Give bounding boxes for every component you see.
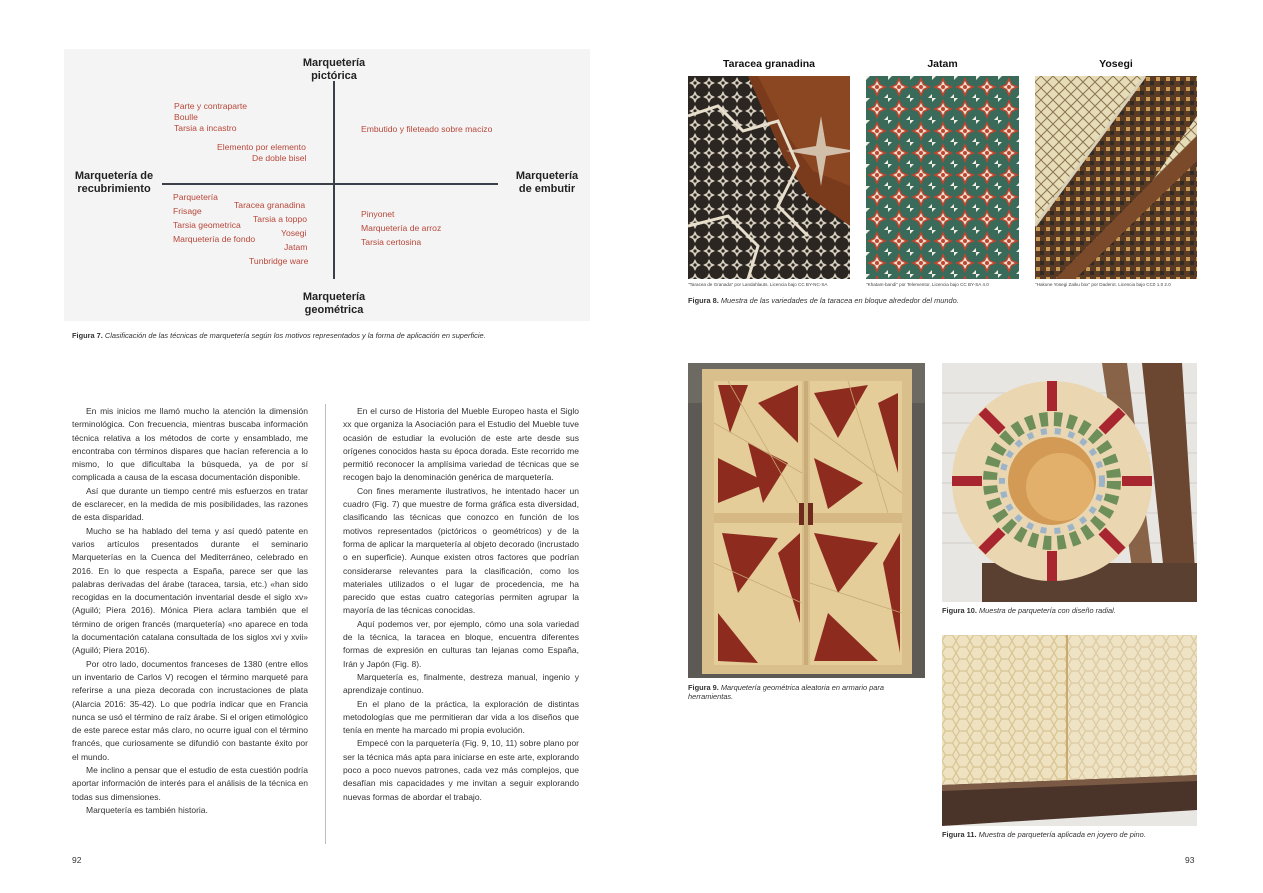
technique-label: Boulle xyxy=(174,112,198,122)
paragraph: Aquí podemos ver, por ejemplo, cómo una sola variedad de la técnica, la taracea en bloque, encuentra diferentes formas de expresión en culturas tan lejanas como España, Irán y Japón (Fig. 8). xyxy=(343,618,579,669)
figure-8-title-yosegi: Yosegi xyxy=(1099,58,1133,70)
figure-8-title-taracea: Taracea granadina xyxy=(722,58,815,70)
technique-label: De doble bisel xyxy=(252,153,307,163)
figure-8-credit: "Taracea de Granada" por Landahlauts. Licencia bajo CC BY-NC-SA xyxy=(688,282,828,287)
technique-label: Yosegi xyxy=(281,228,307,238)
paragraph: Marquetería es, finalmente, destreza manual, ingenio y aprendizaje continuo. xyxy=(343,671,579,696)
paragraph: Por otro lado, documentos franceses de 1380 (entre ellos un inventario de Carlos V) recogen el término marqueté para referirse a una pieza decorada con incrustaciones de plata (Alarcia 2016: 35-42). Lo que podría indicar que en Francia nunca se usó el término de raíz árabe. Si el origen etimológico de este parece estar más claro, no ocurre igual con el término francés, que curiosamente se difundió con bastante éxito por el mundo. xyxy=(72,658,308,762)
technique-label: Taracea granadina xyxy=(234,200,306,210)
page-number-left: 92 xyxy=(72,855,82,865)
paragraph: En mis inicios me llamó mucho la atención la dimensión terminológica. Con frecuencia, mientras buscaba información técnica relativa a los métodos de corte y ensamblado, me encontraba con términos dispares que hacían referencia a lo mismo, lo que dificultaba la búsqueda, ya de por sí complicada a causa de la escasa documentación disponible. xyxy=(72,406,308,483)
paragraph: En el plano de la práctica, la exploración de distintas metodologías que me permitieran dar vida a los diseños que tenía en mente ha marcado mi propia evolución. xyxy=(343,698,579,736)
paragraph: Empecé con la parquetería (Fig. 9, 10, 11) sobre plano por ser la técnica más apta para iniciarse en este arte, explorando poco a poco nuevos patrones, cada vez más complejos, que desafían mis capacidades y me invitan a seguir explorando nuevas formas de abordar el trabajo. xyxy=(343,738,579,802)
pole-recubrimiento: Marquetería de recubrimiento xyxy=(74,170,154,195)
figure-8-caption: Figura 8. Muestra de las variedades de la taracea en bloque alrededor del mundo. xyxy=(688,296,959,305)
taracea-granadina-photo xyxy=(688,76,850,279)
technique-label: Marquetería de arroz xyxy=(361,223,442,233)
column-divider xyxy=(325,404,326,844)
pole-pictorica: Marquetería pictórica xyxy=(302,57,366,82)
technique-label: Pinyonet xyxy=(361,209,395,219)
figure-11-jewelry-box-photo xyxy=(942,635,1197,826)
figure-8-credit: "Khatam-bandi" por Telementor. Licencia bajo CC BY-SA 4.0 xyxy=(866,282,989,287)
technique-label: Tunbridge ware xyxy=(249,256,309,266)
paragraph: En el curso de Historia del Mueble Europeo hasta el Siglo xx que organiza la Asociación para el Estudio del Mueble tuve ocasión de estudiar la evolución de este arte desde sus orígenes conocidos hasta su época dorada. Este recorrido me permitió reconocer la amplísima variedad de técnicas que se recogen bajo la denominación genérica de marquetería. xyxy=(343,406,579,483)
technique-label: Embutido y fileteado sobre macizo xyxy=(361,124,493,134)
technique-label: Elemento por elemento xyxy=(217,142,306,152)
paragraph: Con fines meramente ilustrativos, he intentado hacer un cuadro (Fig. 7) que muestre de forma gráfica esta diversidad, clasificando las técnicas que conozco en función de los motivos representados (pictóricos o geométricos) y de la forma de aplicar la marquetería al objeto decorado (incrustado o en superficie). Aunque existen otros factores que podrían considerarse relevantes para la clasificación, como los materiales utilizados o el lugar de procedencia, me ha parecido que estas cuatro categorías permiten agrupar la mayoría de las técnicas conocidas. xyxy=(343,485,579,616)
technique-label: Parte y contraparte xyxy=(174,101,248,111)
text-column-left xyxy=(72,405,308,817)
figure-8-title-jatam: Jatam xyxy=(927,58,958,70)
text-column-right xyxy=(343,405,579,804)
technique-label: Marquetería de fondo xyxy=(173,234,256,244)
figure-10-caption: Figura 10. Muestra de parquetería con diseño radial. xyxy=(942,606,1116,615)
vertical-axis xyxy=(333,81,335,279)
paragraph: Mucho se ha hablado del tema y así quedó patente en varios artículos presentados durante el seminario Marqueterías en la Cuenca del Mediterráneo, celebrado en 2016. En lo que respecta a España, parece ser que las palabras derivadas del árabe (taracea, tarsia, etc.) «han sido recogidas en la documentación inventarial desde el siglo xv» (Aguiló; Piera 2016). Mónica Piera aclara también que el término de origen francés (marquetería) «no aparece en toda la documentación catalana consultada de los siglos xvi y xvii» (Aguiló; Piera 2016). xyxy=(72,525,308,656)
figure-7-classification-diagram xyxy=(64,49,590,321)
figure-11-caption: Figura 11. Muestra de parquetería aplicada en joyero de pino. xyxy=(942,830,1146,839)
paragraph: Así que durante un tiempo centré mis esfuerzos en tratar de esclarecer, en la medida de mis posibilidades, las razones de esta disparidad. xyxy=(72,485,308,523)
technique-label: Tarsia geometrica xyxy=(173,220,241,230)
technique-label: Tarsia a toppo xyxy=(253,214,307,224)
jatam-photo xyxy=(866,76,1019,279)
pole-geometrica: Marquetería geométrica xyxy=(302,291,366,316)
figure-10-radial-plate-photo xyxy=(942,363,1197,602)
technique-label: Tarsia certosina xyxy=(361,237,422,247)
technique-label: Frisage xyxy=(173,206,202,216)
figure-9-cabinet-photo xyxy=(688,363,925,678)
horizontal-axis xyxy=(162,183,498,185)
figure-9-caption: Figura 9. Marquetería geométrica aleatoria en armario para herramientas. xyxy=(688,683,884,701)
technique-label: Parquetería xyxy=(173,192,218,202)
pole-embutir: Marquetería de embutir xyxy=(515,170,579,195)
technique-label: Jatam xyxy=(284,242,308,252)
paragraph: Me inclino a pensar que el estudio de esta cuestión podría aportar información de interés para el análisis de la técnica en todas sus dimensiones. xyxy=(72,765,308,802)
yosegi-photo xyxy=(1035,76,1197,279)
technique-label: Tarsia a incastro xyxy=(174,123,237,133)
paragraph: Marquetería es también historia. xyxy=(86,804,208,815)
figure-7-caption: Figura 7. Clasificación de las técnicas de marquetería según los motivos representados y la forma de aplicación en superficie. xyxy=(72,331,486,340)
figure-8-credit: "Hakone Yosegi Zaiku box" por Daderot. Licencia bajo CC0 1.0 2.0 xyxy=(1035,282,1171,287)
page-number-right: 93 xyxy=(1185,855,1195,865)
